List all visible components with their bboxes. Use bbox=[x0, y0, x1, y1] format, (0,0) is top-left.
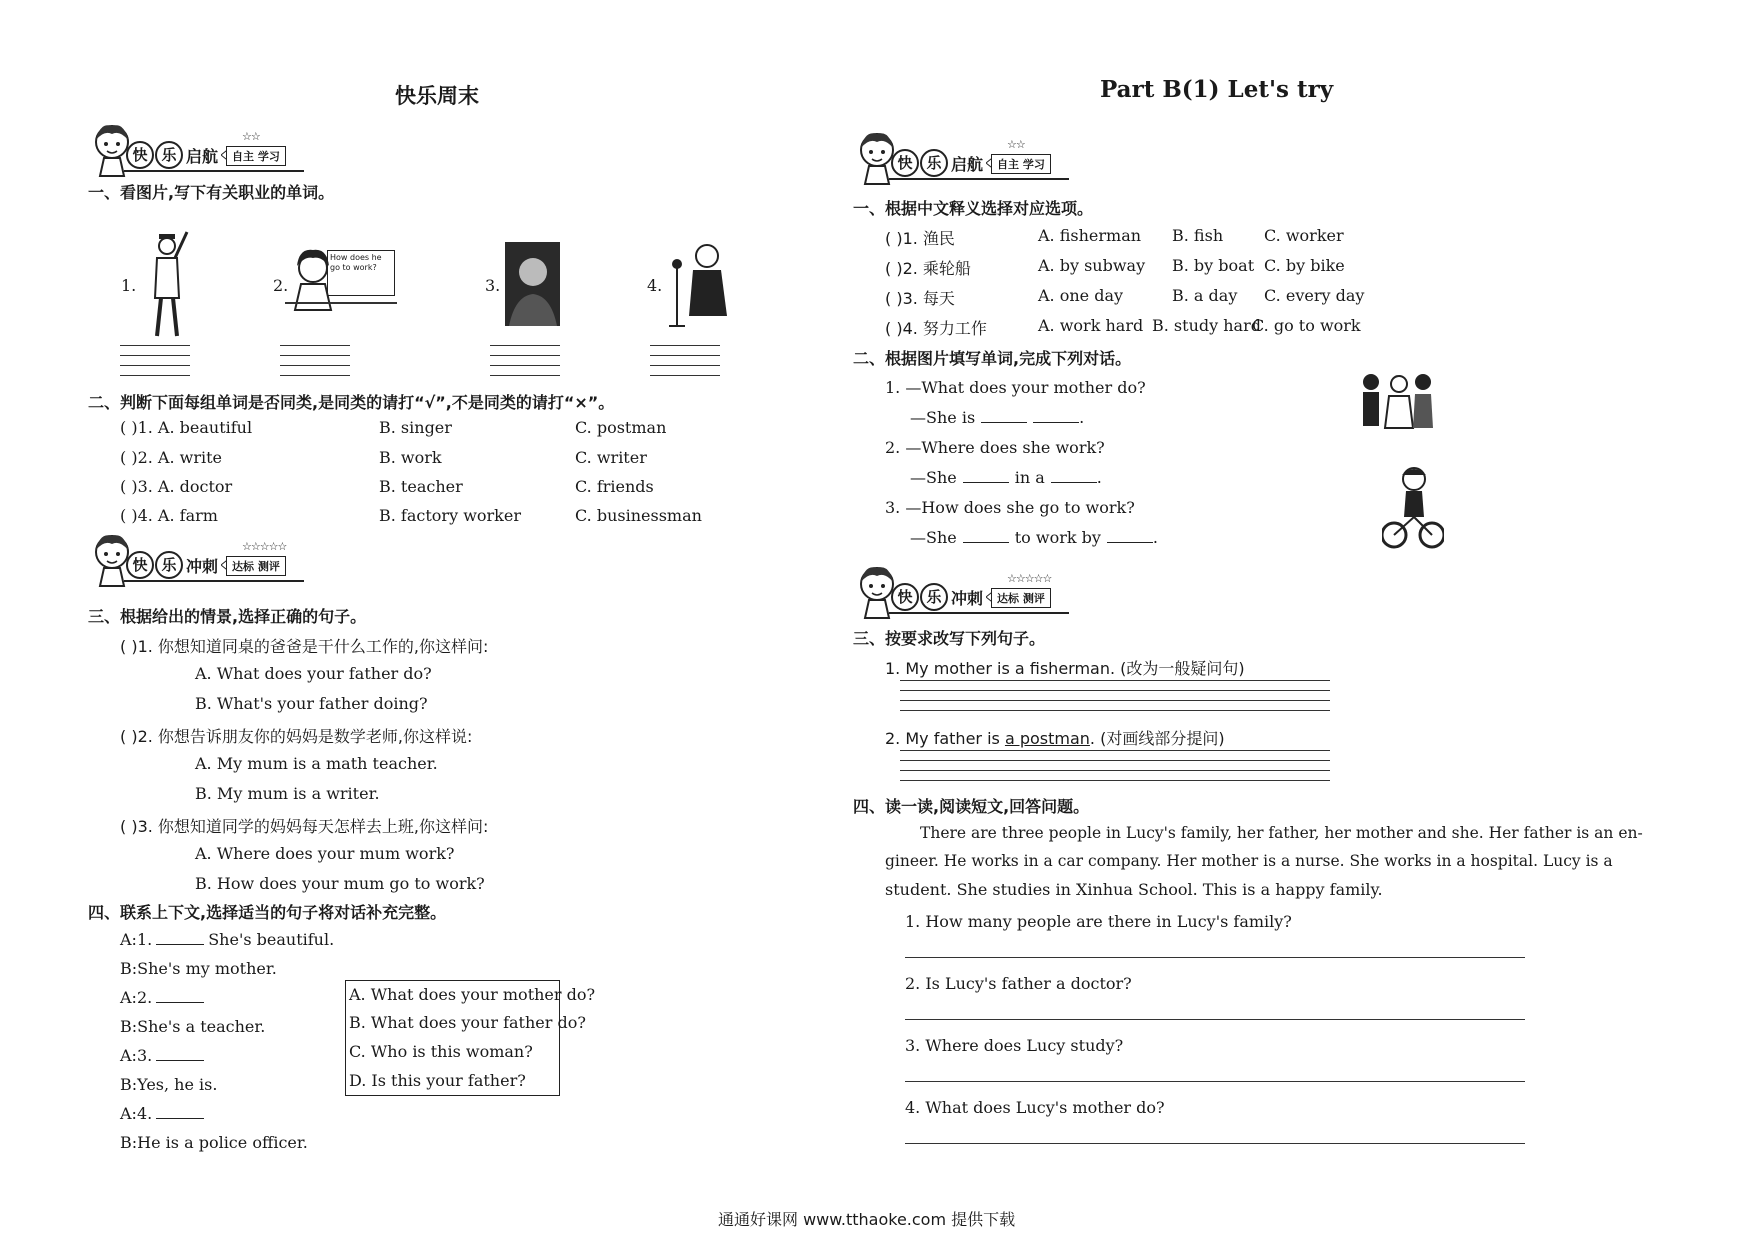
banner-word: 启航 bbox=[951, 154, 984, 174]
match-row-1-a: A. fisherman bbox=[1038, 226, 1142, 245]
match-row-1: ( )1. 渔民 bbox=[885, 229, 955, 248]
judge-row-3-c: C. friends bbox=[575, 477, 654, 496]
fill-dialog-5: 3. —How does she go to work? bbox=[885, 498, 1135, 517]
rewrite-q1: 1. My mother is a fisherman. (改为一般疑问句) bbox=[885, 659, 1245, 678]
dialog-line-1: A:1. She's beautiful. bbox=[120, 930, 335, 949]
dialog-line-3: A:2. bbox=[120, 988, 204, 1007]
people-group-icon bbox=[1357, 370, 1437, 432]
judge-row-3: ( )3. A. doctor bbox=[120, 477, 233, 496]
passage-line-2: gineer. He works in a car company. Her mother is a nurse. She works in a hospital. Lucy is a bbox=[885, 852, 1613, 870]
banner-word: 冲刺 bbox=[186, 556, 219, 576]
man-portrait-icon bbox=[505, 242, 560, 326]
underlined-part: a postman bbox=[1004, 729, 1090, 748]
left-page-title: 快乐周末 bbox=[395, 84, 479, 108]
match-row-3-c: C. every day bbox=[1264, 286, 1365, 305]
singer-microphone-icon bbox=[663, 238, 735, 328]
match-row-4-c: C. go to work bbox=[1252, 316, 1361, 335]
footer-text: 通通好课网 www.tthaoke.com 提供下载 bbox=[718, 1210, 1016, 1229]
dialog-line-2: B:She's my mother. bbox=[120, 959, 277, 978]
banner-word: 冲刺 bbox=[951, 588, 984, 608]
judge-row-1: ( )1. A. beautiful bbox=[120, 418, 253, 437]
judge-row-4: ( )4. A. farm bbox=[120, 506, 218, 525]
match-row-3-b: B. a day bbox=[1172, 286, 1238, 305]
banner-word: 启航 bbox=[186, 146, 219, 166]
banner-underline bbox=[124, 170, 304, 172]
match-row-2-c: C. by bike bbox=[1264, 256, 1345, 275]
judge-row-1-b: B. singer bbox=[379, 418, 452, 437]
reading-q1: 1. How many people are there in Lucy's family? bbox=[905, 912, 1292, 931]
scenario-q1: ( )1. 你想知道同桌的爸爸是干什么工作的,你这样问: bbox=[120, 637, 489, 656]
right-page-title: Part B(1) Let's try bbox=[1100, 76, 1334, 103]
scenario-q2-a: A. My mum is a math teacher. bbox=[195, 754, 438, 773]
police-officer-icon bbox=[137, 228, 197, 343]
fill-dialog-4: —She in a . bbox=[910, 468, 1102, 487]
reading-q2: 2. Is Lucy's father a doctor? bbox=[905, 974, 1132, 993]
picture-number: 4. bbox=[647, 276, 663, 295]
banner-char-1: 快 bbox=[126, 551, 154, 579]
option-a: A. What does your mother do? bbox=[349, 985, 596, 1004]
scenario-q1-b: B. What's your father doing? bbox=[195, 694, 428, 713]
judge-row-1-c: C. postman bbox=[575, 418, 667, 437]
options-box bbox=[345, 980, 596, 1096]
banner-tag: 自主 学习 bbox=[991, 154, 1051, 174]
banner-char-2: 乐 bbox=[155, 141, 183, 169]
banner-char-2: 乐 bbox=[920, 583, 948, 611]
right-sec4-heading: 四、读一读,阅读短文,回答问题。 bbox=[853, 797, 1090, 816]
judge-row-2-b: B. work bbox=[379, 448, 442, 467]
judge-row-4-b: B. factory worker bbox=[379, 506, 521, 525]
match-row-2-a: A. by subway bbox=[1038, 256, 1146, 275]
person-on-bike-icon bbox=[1382, 465, 1444, 550]
match-row-4-b: B. study hard bbox=[1152, 316, 1261, 335]
star-icon: ☆☆☆☆☆ bbox=[242, 540, 287, 553]
speech-bubble: How does he go to work? bbox=[327, 250, 395, 296]
rewrite-q2: 2. My father is a postman. (对画线部分提问) bbox=[885, 729, 1225, 748]
reading-q3: 3. Where does Lucy study? bbox=[905, 1036, 1124, 1055]
right-sec2-heading: 二、根据图片填写单词,完成下列对话。 bbox=[853, 349, 1132, 368]
star-icon: ☆☆☆☆☆ bbox=[1007, 572, 1052, 585]
banner-char-1: 快 bbox=[126, 141, 154, 169]
match-row-4-a: A. work hard bbox=[1038, 316, 1144, 335]
picture-number: 2. bbox=[273, 276, 289, 295]
scenario-q2-b: B. My mum is a writer. bbox=[195, 784, 380, 803]
match-row-4: ( )4. 努力工作 bbox=[885, 319, 987, 338]
scenario-q3-a: A. Where does your mum work? bbox=[195, 844, 455, 863]
judge-row-2: ( )2. A. write bbox=[120, 448, 223, 467]
banner-qihang bbox=[90, 120, 320, 182]
star-icon: ☆☆ bbox=[242, 130, 260, 143]
dialog-line-6: B:Yes, he is. bbox=[120, 1075, 218, 1094]
judge-row-3-b: B. teacher bbox=[379, 477, 463, 496]
option-c: C. Who is this woman? bbox=[349, 1042, 533, 1061]
right-sec3-heading: 三、按要求改写下列句子。 bbox=[853, 629, 1046, 648]
scenario-q3: ( )3. 你想知道同学的妈妈每天怎样去上班,你这样问: bbox=[120, 817, 489, 836]
scenario-q3-b: B. How does your mum go to work? bbox=[195, 874, 485, 893]
right-page bbox=[853, 0, 1643, 1180]
banner-tag: 自主 学习 bbox=[226, 146, 286, 166]
passage-line-1: There are three people in Lucy's family, her father, her mother and she. Her father is an en- bbox=[920, 824, 1643, 842]
option-b: B. What does your father do? bbox=[349, 1013, 586, 1032]
option-d: D. Is this your father? bbox=[349, 1071, 526, 1090]
dialog-line-5: A:3. bbox=[120, 1046, 204, 1065]
reading-q4: 4. What does Lucy's mother do? bbox=[905, 1098, 1165, 1117]
left-sec4-heading: 四、联系上下文,选择适当的句子将对话补充完整。 bbox=[88, 903, 447, 922]
match-row-1-b: B. fish bbox=[1172, 226, 1224, 245]
banner-char-2: 乐 bbox=[920, 149, 948, 177]
dialog-line-4: B:She's a teacher. bbox=[120, 1017, 266, 1036]
left-sec2-heading: 二、判断下面每组单词是否同类,是同类的请打“√”,不是同类的请打“×”。 bbox=[88, 393, 615, 412]
left-page bbox=[88, 0, 815, 1180]
left-sec1-heading: 一、看图片,写下有关职业的单词。 bbox=[88, 183, 335, 202]
star-icon: ☆☆ bbox=[1007, 138, 1025, 151]
picture-number: 3. bbox=[485, 276, 501, 295]
scenario-q2: ( )2. 你想告诉朋友你的妈妈是数学老师,你这样说: bbox=[120, 727, 473, 746]
fill-dialog-2: —She is . bbox=[910, 408, 1085, 427]
match-row-3-a: A. one day bbox=[1038, 286, 1124, 305]
banner-char-1: 快 bbox=[891, 583, 919, 611]
picture-number: 1. bbox=[121, 276, 137, 295]
dialog-line-7: A:4. bbox=[120, 1104, 204, 1123]
banner-underline bbox=[889, 178, 1069, 180]
banner-underline bbox=[889, 612, 1069, 614]
banner-underline bbox=[124, 580, 304, 582]
left-sec3-heading: 三、根据给出的情景,选择正确的句子。 bbox=[88, 607, 367, 626]
judge-row-4-c: C. businessman bbox=[575, 506, 702, 525]
judge-row-2-c: C. writer bbox=[575, 448, 647, 467]
dialog-line-8: B:He is a police officer. bbox=[120, 1133, 308, 1152]
banner-tag: 达标 测评 bbox=[226, 556, 286, 576]
banner-chongci bbox=[855, 562, 1085, 624]
fill-dialog-1: 1. —What does your mother do? bbox=[885, 378, 1146, 397]
match-row-3: ( )3. 每天 bbox=[885, 289, 955, 308]
right-sec1-heading: 一、根据中文释义选择对应选项。 bbox=[853, 199, 1094, 218]
banner-qihang bbox=[855, 128, 1085, 190]
match-row-2: ( )2. 乘轮船 bbox=[885, 259, 971, 278]
banner-char-1: 快 bbox=[891, 149, 919, 177]
fill-dialog-3: 2. —Where does she work? bbox=[885, 438, 1105, 457]
match-row-1-c: C. worker bbox=[1264, 226, 1344, 245]
fill-dialog-6: —She to work by . bbox=[910, 528, 1159, 547]
match-row-2-b: B. by boat bbox=[1172, 256, 1255, 275]
passage-line-3: student. She studies in Xinhua School. This is a happy family. bbox=[885, 880, 1383, 899]
banner-tag: 达标 测评 bbox=[991, 588, 1051, 608]
banner-char-2: 乐 bbox=[155, 551, 183, 579]
banner-chongci bbox=[90, 530, 320, 592]
scenario-q1-a: A. What does your father do? bbox=[195, 664, 432, 683]
